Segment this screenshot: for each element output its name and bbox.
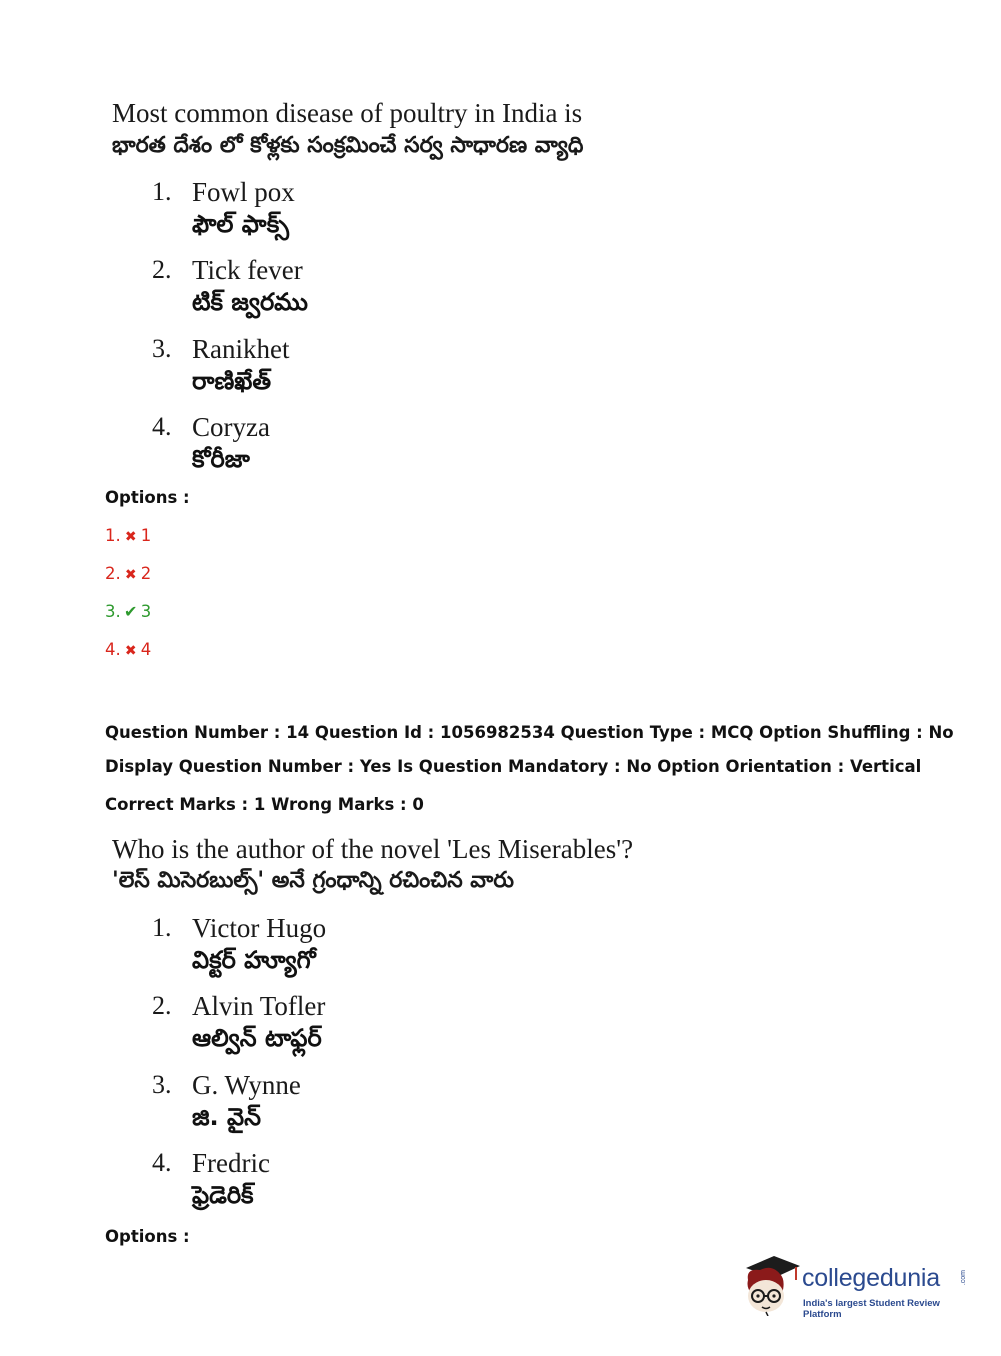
option-text-en: Tick fever [192,255,303,285]
option-number: 2. [152,991,172,1020]
option-text-te: ఫ్రెడెరిక్ [192,1181,254,1209]
q14-option-1 [152,912,327,974]
option-number: 2. [152,255,172,284]
option-text-en: Victor Hugo [192,913,327,943]
option-text-te: కోరీజా [192,445,250,473]
answer-number: 1. [105,526,121,545]
answer-number: 4. [105,640,121,659]
wrong-icon: ✖ [124,529,137,545]
option-number: 4. [152,412,172,441]
logo-tagline: India's largest Student Review Platform [803,1298,940,1320]
q14-title-en: Who is the author of the novel 'Les Miserables'? [112,834,634,864]
option-text-te: ఆల్విన్ టాఫ్లర్ [192,1024,322,1052]
option-number: 3. [152,334,172,363]
answer-number: 2. [105,564,121,583]
check-icon: ✔ [124,602,138,621]
option-text-en: Ranikhet [192,334,290,364]
option-text-te: ఫౌల్ ఫాక్స్ [192,210,289,238]
answer-value: 3 [140,602,152,621]
option-number: 3. [152,1070,172,1099]
q13-options-label: Options : [105,488,190,507]
option-text-en: Fowl pox [192,177,295,207]
option-text-en: Fredric [192,1148,270,1178]
q14-meta-line-3: Correct Marks : 1 Wrong Marks : 0 [105,795,424,814]
answer-value: 4 [140,640,152,659]
collegedunia-logo[interactable] [740,1250,970,1320]
option-number: 4. [152,1148,172,1177]
q13-title-te: భారత దేశం లో కోళ్లకు సంక్రమించే సర్వ సాధారణ వ్యాధి [112,133,584,158]
answer-row [105,564,151,583]
logo-name: collegedunia [802,1264,940,1292]
q14-options-label: Options : [105,1227,190,1246]
option-number: 1. [152,913,172,942]
option-text-te: విక్టర్ హ్యూగో [192,946,316,974]
logo-com: .com [960,1270,967,1286]
wrong-icon: ✖ [124,567,137,583]
wrong-icon: ✖ [124,643,137,659]
q13-option-2 [152,254,308,316]
option-text-te: రాణిఖేత్ [192,367,272,395]
q14-title-te: 'లెస్ మిసెరబుల్స్' అనే గ్రంధాన్ని రచించిన వారు [112,868,515,893]
option-text-te: జి. వైన్ [192,1103,261,1131]
q14-option-4 [152,1147,270,1209]
mascot-icon [740,1250,802,1316]
q13-title-en: Most common disease of poultry in India is [112,98,583,128]
option-text-te: టిక్ జ్వరము [192,288,308,316]
option-text-en: G. Wynne [192,1070,301,1100]
answer-row [105,640,151,659]
option-text-en: Alvin Tofler [192,991,326,1021]
option-text-en: Coryza [192,412,270,442]
answer-value: 1 [140,526,152,545]
q14-meta-line-1: Question Number : 14 Question Id : 1056982534 Question Type : MCQ Option Shuffling : No [105,723,954,742]
q14-meta-line-2: Display Question Number : Yes Is Question Mandatory : No Option Orientation : Vertical [105,757,922,776]
option-number: 1. [152,177,172,206]
answer-value: 2 [140,564,152,583]
answer-row [105,602,151,621]
q13-option-3 [152,333,290,395]
q13-option-4 [152,411,270,473]
q13-option-1 [152,176,295,238]
answer-row [105,526,151,545]
answer-number: 3. [105,602,121,621]
q14-option-2 [152,990,326,1052]
q14-option-3 [152,1069,301,1131]
